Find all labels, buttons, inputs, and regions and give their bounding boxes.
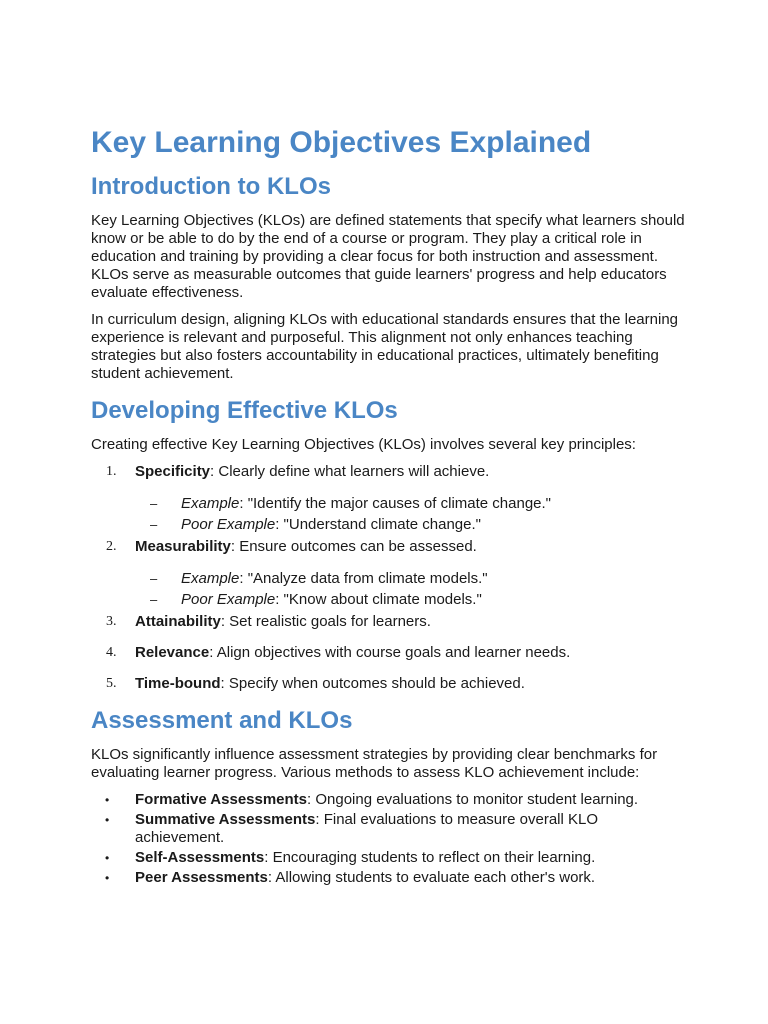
list-item xyxy=(91,644,688,662)
list-item xyxy=(91,791,688,809)
section-heading-assessment: Assessment and KLOs xyxy=(91,707,353,734)
list-item xyxy=(91,869,688,887)
method-term: Formative Assessments xyxy=(135,791,308,808)
list-item xyxy=(91,811,688,847)
example-label: Poor Example xyxy=(181,516,276,533)
principle-term: Time-bound xyxy=(135,675,221,692)
example-text: : "Understand climate change." xyxy=(275,516,481,533)
list-number: 3. xyxy=(106,614,117,629)
intro-paragraph-2: In curriculum design, aligning KLOs with educational standards ensures that the learning experience is relevant and purposeful. This alignment not only enhances teaching strategies but also fosters accountability in educational practices, ultimately benefiting student achievement. xyxy=(91,311,679,382)
assessment-methods-list xyxy=(91,791,688,887)
assessment-lead: KLOs significantly influence assessment strategies by providing clear benchmarks for evaluating learner progress. Various methods to assess KLO achievement include: xyxy=(91,746,658,781)
list-number: 5. xyxy=(106,676,117,691)
list-item xyxy=(91,463,688,535)
example-list xyxy=(135,493,688,535)
principle-term: Attainability xyxy=(135,613,221,630)
list-item xyxy=(91,613,688,631)
developing-lead: Creating effective Key Learning Objectives (KLOs) involves several key principles: xyxy=(91,436,636,453)
list-item xyxy=(91,568,688,589)
list-item xyxy=(91,514,688,535)
document-title: Key Learning Objectives Explained xyxy=(91,126,592,159)
principle-term: Relevance xyxy=(135,644,210,661)
example-text: : "Analyze data from climate models." xyxy=(239,570,488,587)
principle-term: Specificity xyxy=(135,463,211,480)
list-item xyxy=(91,493,688,514)
section-heading-introduction: Introduction to KLOs xyxy=(91,173,331,200)
method-desc: : Final evaluations to measure overall KLO achievement. xyxy=(135,811,599,846)
bullet-dot: • xyxy=(105,851,110,865)
principles-list xyxy=(91,463,688,693)
list-item xyxy=(91,675,688,693)
dash-bullet: – xyxy=(150,571,158,586)
principle-desc: : Set realistic goals for learners. xyxy=(220,613,431,630)
list-number: 2. xyxy=(106,539,117,554)
method-desc: : Allowing students to evaluate each other's work. xyxy=(267,869,596,886)
method-term: Self-Assessments xyxy=(135,849,265,866)
principle-desc: : Clearly define what learners will achieve. xyxy=(210,463,490,480)
bullet-dot: • xyxy=(105,793,110,807)
method-desc: : Encouraging students to reflect on their learning. xyxy=(264,849,596,866)
dash-bullet: – xyxy=(150,517,158,532)
principle-desc: : Specify when outcomes should be achieved. xyxy=(220,675,525,692)
section-heading-developing: Developing Effective KLOs xyxy=(91,397,398,424)
list-number: 4. xyxy=(106,645,117,660)
dash-bullet: – xyxy=(150,496,158,511)
bullet-dot: • xyxy=(105,871,110,885)
bullet-dot: • xyxy=(105,813,110,827)
list-number: 1. xyxy=(106,464,117,479)
example-list xyxy=(135,568,688,610)
example-text: : "Know about climate models." xyxy=(275,591,482,608)
example-label: Example xyxy=(181,570,240,587)
list-item xyxy=(91,589,688,610)
example-text: : "Identify the major causes of climate change." xyxy=(239,495,551,512)
principle-term: Measurability xyxy=(135,538,231,555)
list-item xyxy=(91,849,688,867)
method-desc: : Ongoing evaluations to monitor student learning. xyxy=(307,791,639,808)
intro-paragraph-1: Key Learning Objectives (KLOs) are defined statements that specify what learners should know or be able to do by the end of a course or program. They play a critical role in education and training by providing a clear focus for both instruction and assessment. KLOs serve as measurable outcomes that guide learners' progress and help educators evaluate effectiveness. xyxy=(91,212,685,301)
list-item xyxy=(91,538,688,610)
example-label: Example xyxy=(181,495,240,512)
principle-desc: : Ensure outcomes can be assessed. xyxy=(230,538,477,555)
principle-desc: : Align objectives with course goals and learner needs. xyxy=(209,644,571,661)
method-term: Summative Assessments xyxy=(135,811,316,828)
dash-bullet: – xyxy=(150,592,158,607)
method-term: Peer Assessments xyxy=(135,869,268,886)
example-label: Poor Example xyxy=(181,591,276,608)
